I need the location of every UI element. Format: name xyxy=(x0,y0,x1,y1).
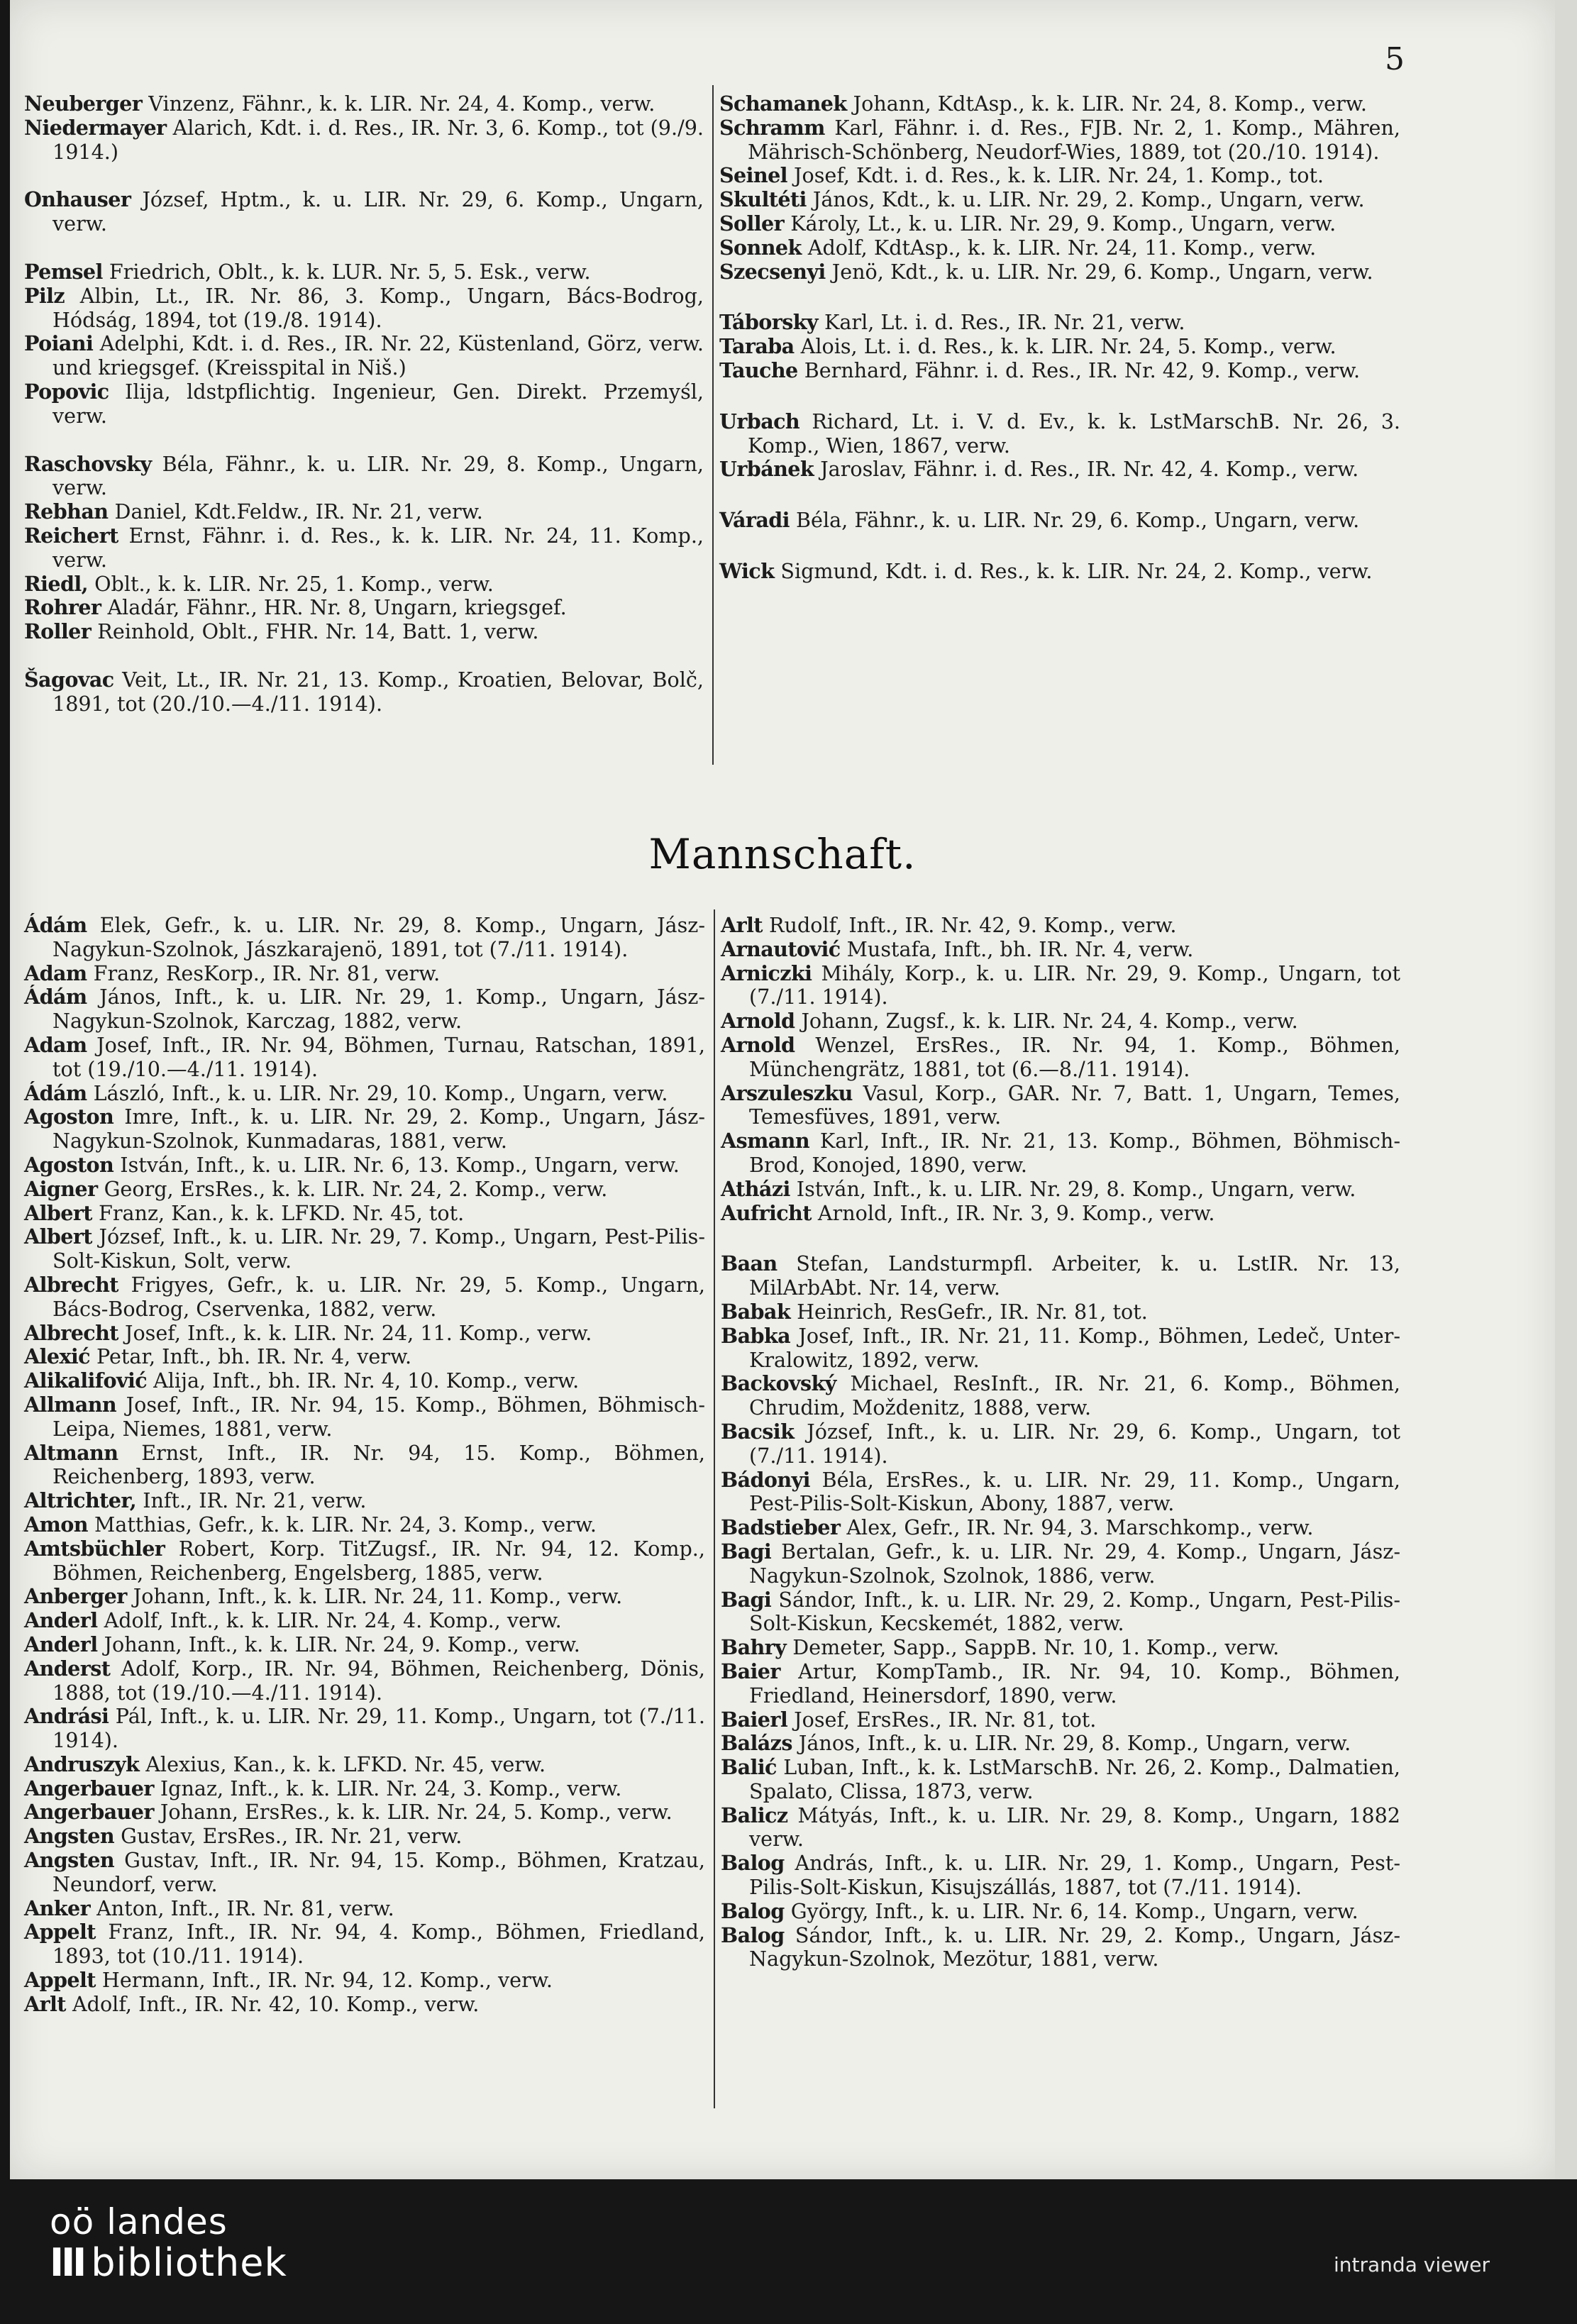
page-number: 5 xyxy=(1385,41,1405,77)
entry: Seinel Josef, Kdt. i. d. Res., k. k. LIR. Nr. 24, 1. Komp., tot. xyxy=(719,163,1324,188)
entry: Arnold Johann, Zugsf., k. k. LIR. Nr. 24, 4. Komp., verw. xyxy=(721,1009,1298,1034)
entry: Baierl Josef, ErsRes., IR. Nr. 81, tot. xyxy=(721,1707,1097,1732)
logo-bars-icon: III xyxy=(50,2240,84,2285)
entry: Albert Franz, Kan., k. k. LFKD. Nr. 45, tot. xyxy=(24,1200,465,1225)
entry: Aigner Georg, ErsRes., k. k. LIR. Nr. 24, 2. Komp., verw. xyxy=(24,1176,608,1201)
mannschaft-column-left xyxy=(24,914,705,2017)
page-edge xyxy=(1555,0,1577,2179)
scanned-page xyxy=(10,0,1555,2179)
entry: Szecsenyi Jenö, Kdt., k. u. LIR. Nr. 29, 6. Komp., Ungarn, verw. xyxy=(719,259,1373,284)
entry: Angerbauer Johann, ErsRes., k. k. LIR. Nr. 24, 5. Komp., verw. xyxy=(24,1800,673,1825)
entry: Anderst Adolf, Korp., IR. Nr. 94, Böhmen, Reichenberg, Dönis, 1888, tot (19./10.—4./11. 1914). xyxy=(24,1656,705,1705)
entry: Balog György, Inft., k. u. LIR. Nr. 6, 14. Komp., Ungarn, verw. xyxy=(721,1898,1359,1923)
entry: Arniczki Mihály, Korp., k. u. LIR. Nr. 29, 9. Komp., Ungarn, tot (7./11. 1914). xyxy=(721,961,1400,1009)
entry: Adam Franz, ResKorp., IR. Nr. 81, verw. xyxy=(24,961,441,985)
entry: Alexić Petar, Inft., bh. IR. Nr. 4, verw. xyxy=(24,1344,412,1369)
entry: Appelt Hermann, Inft., IR. Nr. 94, 12. Komp., verw. xyxy=(24,1968,553,1993)
entry: Arszuleszku Vasul, Korp., GAR. Nr. 7, Batt. 1, Ungarn, Temes, Temesfüves, 1891, verw. xyxy=(721,1080,1400,1129)
entry: Altrichter, Inft., IR. Nr. 21, verw. xyxy=(24,1488,367,1513)
entry: Altmann Ernst, Inft., IR. Nr. 94, 15. Komp., Böhmen, Reichenberg, 1893, verw. xyxy=(24,1440,705,1489)
entry: Babka Josef, Inft., IR. Nr. 21, 11. Komp., Böhmen, Ledeč, Unter-Kralowitz, 1892, verw. xyxy=(721,1323,1400,1372)
entry: Andruszyk Alexius, Kan., k. k. LFKD. Nr. 45, verw. xyxy=(24,1752,546,1776)
entry: Arlt Adolf, Inft., IR. Nr. 42, 10. Komp., verw. xyxy=(24,1991,480,2016)
entry: Roller Reinhold, Oblt., FHR. Nr. 14, Batt. 1, verw. xyxy=(24,619,539,644)
viewer-label: intranda viewer xyxy=(1334,2253,1490,2276)
entry: Urbach Richard, Lt. i. V. d. Ev., k. k. LstMarschB. Nr. 26, 3. Komp., Wien, 1867, verw. xyxy=(719,409,1400,458)
entry: Rohrer Aladár, Fähnr., HR. Nr. 8, Ungarn, kriegsgef. xyxy=(24,595,567,620)
entry: Allmann Josef, Inft., IR. Nr. 94, 15. Komp., Böhmen, Böhmisch-Leipa, Niemes, 1881, verw. xyxy=(24,1392,705,1441)
entry: Balić Luban, Inft., k. k. LstMarschB. Nr. 26, 2. Komp., Dalmatien, Spalato, Clissa, 1873, verw. xyxy=(721,1755,1400,1803)
logo-line-1: oö landes xyxy=(50,2201,228,2242)
entry: Neuberger Vinzenz, Fähnr., k. k. LIR. Nr. 24, 4. Komp., verw. xyxy=(24,92,655,116)
entry: Agoston István, Inft., k. u. LIR. Nr. 6, 13. Komp., Ungarn, verw. xyxy=(24,1152,680,1177)
entry: Arnautović Mustafa, Inft., bh. IR. Nr. 4, verw. xyxy=(721,936,1194,961)
entry: Adam Josef, Inft., IR. Nr. 94, Böhmen, Turnau, Ratschan, 1891, tot (19./10.—4./11. 1914). xyxy=(24,1032,705,1081)
entry: Bahry Demeter, Sapp., SappB. Nr. 10, 1. Komp., verw. xyxy=(721,1635,1280,1660)
entry: Badstieber Alex, Gefr., IR. Nr. 94, 3. Marschkomp., verw. xyxy=(721,1515,1314,1540)
entry: Baan Stefan, Landsturmpfl. Arbeiter, k. u. LstIR. Nr. 13, MilArbAbt. Nr. 14, verw. xyxy=(721,1251,1400,1300)
entry: Wick Sigmund, Kdt. i. d. Res., k. k. LIR. Nr. 24, 2. Komp., verw. xyxy=(719,558,1373,583)
entry: Soller Károly, Lt., k. u. LIR. Nr. 29, 9. Komp., Ungarn, verw. xyxy=(719,211,1337,236)
entry: Reichert Ernst, Fähnr. i. d. Res., k. k. LIR. Nr. 24, 11. Komp., verw. xyxy=(24,523,704,572)
entry: Balázs János, Inft., k. u. LIR. Nr. 29, 8. Komp., Ungarn, verw. xyxy=(721,1731,1351,1756)
logo-word: bibliothek xyxy=(91,2240,287,2285)
entry: Ádám Elek, Gefr., k. u. LIR. Nr. 29, 8. Komp., Ungarn, Jász-Nagykun-Szolnok, Jászkarajenö, 1891, tot (7./11. 1914). xyxy=(24,913,705,961)
entry: Angsten Gustav, Inft., IR. Nr. 94, 15. Komp., Böhmen, Kratzau, Neundorf, verw. xyxy=(24,1848,705,1896)
entry: Backovský Michael, ResInft., IR. Nr. 21, 6. Komp., Böhmen, Chrudim, Moždenitz, 1888, verw. xyxy=(721,1371,1400,1420)
entry: Anderl Johann, Inft., k. k. LIR. Nr. 24, 9. Komp., verw. xyxy=(24,1632,580,1656)
entry: Bádonyi Béla, ErsRes., k. u. LIR. Nr. 29, 11. Komp., Ungarn, Pest-Pilis-Solt-Kiskun, Abony, 1887, verw. xyxy=(721,1467,1400,1516)
entry: Aufricht Arnold, Inft., IR. Nr. 3, 9. Komp., verw. xyxy=(721,1200,1215,1225)
entry: Albrecht Frigyes, Gefr., k. u. LIR. Nr. 29, 5. Komp., Ungarn, Bács-Bodrog, Cservenka, 1882, verw. xyxy=(24,1272,705,1321)
entry: Urbánek Jaroslav, Fähnr. i. d. Res., IR. Nr. 42, 4. Komp., verw. xyxy=(719,457,1359,482)
entry: Poiani Adelphi, Kdt. i. d. Res., IR. Nr. 22, Küstenland, Görz, verw. und kriegsgef. (Kreisspital in Niš.) xyxy=(24,331,704,380)
entry: Raschovsky Béla, Fähnr., k. u. LIR. Nr. 29, 8. Komp., Ungarn, verw. xyxy=(24,451,704,500)
entry: Andrási Pál, Inft., k. u. LIR. Nr. 29, 11. Komp., Ungarn, tot (7./11. 1914). xyxy=(24,1704,705,1753)
entry: Angsten Gustav, ErsRes., IR. Nr. 21, verw. xyxy=(24,1824,463,1849)
entry: Pilz Albin, Lt., IR. Nr. 86, 3. Komp., Ungarn, Bács-Bodrog, Hódság, 1894, tot (19./8. 1914). xyxy=(24,283,704,332)
entry: Schramm Karl, Fähnr. i. d. Res., FJB. Nr. 2, 1. Komp., Mähren, Mährisch-Schönberg, Neudorf-Wies, 1889, tot (20./10. 1914). xyxy=(719,115,1400,164)
entry: Popovic Ilija, ldstpflichtig. Ingenieur, Gen. Direkt. Przemyśl, verw. xyxy=(24,379,704,428)
entry: Sonnek Adolf, KdtAsp., k. k. LIR. Nr. 24, 11. Komp., verw. xyxy=(719,235,1317,260)
logo-line-2 xyxy=(50,2242,287,2284)
entry: Appelt Franz, Inft., IR. Nr. 94, 4. Komp., Böhmen, Friedland, 1893, tot (10./11. 1914). xyxy=(24,1920,705,1969)
entry: Arlt Rudolf, Inft., IR. Nr. 42, 9. Komp., verw. xyxy=(721,913,1177,937)
entry: Amtsbüchler Robert, Korp. TitZugsf., IR. Nr. 94, 12. Komp., Böhmen, Reichenberg, Engelsberg, 1885, verw. xyxy=(24,1536,705,1585)
entry: Alikalifović Alija, Inft., bh. IR. Nr. 4, 10. Komp., verw. xyxy=(24,1368,580,1393)
entry: Balog András, Inft., k. u. LIR. Nr. 29, 1. Komp., Ungarn, Pest-Pilis-Solt-Kiskun, Kisujszállás, 1887, tot (7./11. 1914). xyxy=(721,1851,1400,1900)
entry: Baier Artur, KompTamb., IR. Nr. 94, 10. Komp., Böhmen, Friedland, Heinersdorf, 1890, verw. xyxy=(721,1659,1400,1708)
entry: Onhauser József, Hptm., k. u. LIR. Nr. 29, 6. Komp., Ungarn, verw. xyxy=(24,187,704,236)
column-divider xyxy=(712,85,714,765)
entry: Anderl Adolf, Inft., k. k. LIR. Nr. 24, 4. Komp., verw. xyxy=(24,1608,562,1633)
entry: Babak Heinrich, ResGefr., IR. Nr. 81, tot. xyxy=(721,1299,1148,1324)
library-logo xyxy=(50,2202,287,2284)
entry: Arnold Wenzel, ErsRes., IR. Nr. 94, 1. Komp., Böhmen, Münchengrätz, 1881, tot (6.—8./11. 1914). xyxy=(721,1032,1400,1081)
entry: Agoston Imre, Inft., k. u. LIR. Nr. 29, 2. Komp., Ungarn, Jász-Nagykun-Szolnok, Kunmadaras, 1881, verw. xyxy=(24,1105,705,1153)
entry: Rebhan Daniel, Kdt.Feldw., IR. Nr. 21, verw. xyxy=(24,499,483,524)
entry: Táborsky Karl, Lt. i. d. Res., IR. Nr. 21, verw. xyxy=(719,310,1185,335)
entry: Bacsik József, Inft., k. u. LIR. Nr. 29, 6. Komp., Ungarn, tot (7./11. 1914). xyxy=(721,1419,1400,1468)
entry: Váradi Béla, Fähnr., k. u. LIR. Nr. 29, 6. Komp., Ungarn, verw. xyxy=(719,508,1360,533)
entry: Ádám László, Inft., k. u. LIR. Nr. 29, 10. Komp., Ungarn, verw. xyxy=(24,1080,668,1105)
entry: Albert József, Inft., k. u. LIR. Nr. 29, 7. Komp., Ungarn, Pest-Pilis-Solt-Kiskun, Solt, verw. xyxy=(24,1224,705,1273)
section-heading: Mannschaft. xyxy=(648,830,917,878)
entry: Niedermayer Alarich, Kdt. i. d. Res., IR. Nr. 3, 6. Komp., tot (9./9. 1914.) xyxy=(24,115,704,164)
entry: Angerbauer Ignaz, Inft., k. k. LIR. Nr. 24, 3. Komp., verw. xyxy=(24,1776,622,1800)
entry: Anberger Johann, Inft., k. k. LIR. Nr. 24, 11. Komp., verw. xyxy=(24,1584,623,1609)
entry: Bagi Sándor, Inft., k. u. LIR. Nr. 29, 2. Komp., Ungarn, Pest-Pilis-Solt-Kiskun, Kecskemét, 1882, verw. xyxy=(721,1587,1400,1636)
entry: Amon Matthias, Gefr., k. k. LIR. Nr. 24, 3. Komp., verw. xyxy=(24,1512,597,1537)
entry: Ádám János, Inft., k. u. LIR. Nr. 29, 1. Komp., Ungarn, Jász-Nagykun-Szolnok, Karczag, 1882, verw. xyxy=(24,985,705,1034)
entry: Pemsel Friedrich, Oblt., k. k. LUR. Nr. 5, 5. Esk., verw. xyxy=(24,259,591,284)
mannschaft-column-right xyxy=(721,914,1400,1971)
column-divider xyxy=(714,909,715,2108)
entry: Albrecht Josef, Inft., k. k. LIR. Nr. 24, 11. Komp., verw. xyxy=(24,1320,592,1345)
officers-column-left xyxy=(24,92,704,716)
entry: Anker Anton, Inft., IR. Nr. 81, verw. xyxy=(24,1896,394,1920)
entry: Balog Sándor, Inft., k. u. LIR. Nr. 29, 2. Komp., Ungarn, Jász-Nagykun-Szolnok, Mezötur, 1881, verw. xyxy=(721,1922,1400,1971)
officers-column-right xyxy=(719,92,1400,584)
entry: Skultéti János, Kdt., k. u. LIR. Nr. 29, 2. Komp., Ungarn, verw. xyxy=(719,187,1365,212)
entry: Bagi Bertalan, Gefr., k. u. LIR. Nr. 29, 4. Komp., Ungarn, Jász-Nagykun-Szolnok, Szolnok, 1886, verw. xyxy=(721,1539,1400,1588)
entry: Taraba Alois, Lt. i. d. Res., k. k. LIR. Nr. 24, 5. Komp., verw. xyxy=(719,334,1337,359)
entry: Asmann Karl, Inft., IR. Nr. 21, 13. Komp., Böhmen, Böhmisch-Brod, Konojed, 1890, verw. xyxy=(721,1129,1400,1177)
entry: Riedl, Oblt., k. k. LIR. Nr. 25, 1. Komp., verw. xyxy=(24,571,494,596)
entry: Balicz Mátyás, Inft., k. u. LIR. Nr. 29, 8. Komp., Ungarn, 1882 verw. xyxy=(721,1803,1400,1852)
entry: Šagovac Veit, Lt., IR. Nr. 21, 13. Komp., Kroatien, Belovar, Bolč, 1891, tot (20./10.—4./11. 1914). xyxy=(24,667,704,716)
entry: Atházi István, Inft., k. u. LIR. Nr. 29, 8. Komp., Ungarn, verw. xyxy=(721,1176,1356,1201)
entry: Schamanek Johann, KdtAsp., k. k. LIR. Nr. 24, 8. Komp., verw. xyxy=(719,92,1367,116)
entry: Tauche Bernhard, Fähnr. i. d. Res., IR. Nr. 42, 9. Komp., verw. xyxy=(719,358,1361,382)
